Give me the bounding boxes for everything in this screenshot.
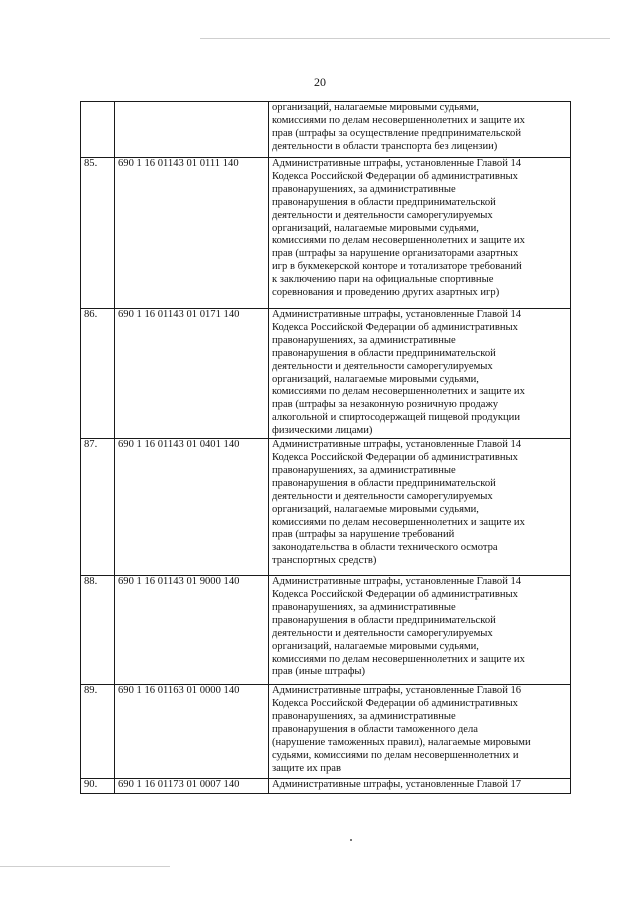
description-line: прав (иные штрафы) <box>272 666 366 678</box>
description-line: Административные штрафы, установленные Главой 14 <box>272 309 522 320</box>
description-line: правонарушениях, за административные <box>272 183 456 195</box>
description-line: соревнования и проведению других азартных игр) <box>272 287 500 299</box>
description-line: к заключению пари на официальные спортивные <box>272 274 494 286</box>
row-number: 88. <box>81 576 115 685</box>
description-cell <box>269 102 571 158</box>
description-line: Административные штрафы, установленные Главой 16 <box>272 685 522 697</box>
table-row <box>81 102 571 158</box>
description-line: комиссиями по делам несовершеннолетних и защите их <box>272 235 525 247</box>
description-line: правонарушения в области таможенного дела <box>272 723 478 735</box>
description-line: Кодекса Российской Федерации об административных <box>272 170 518 182</box>
description-line: Административные штрафы, установленные Главой 14 <box>272 576 522 588</box>
description-line: Административные штрафы, установленные Главой 14 <box>272 439 522 451</box>
description-line: комиссиями по делам несовершеннолетних и защите их <box>272 386 525 398</box>
description-line: законодательства в области технического осмотра <box>272 542 498 554</box>
row-number: 86. <box>81 309 115 439</box>
description-line: правонарушениях, за административные <box>272 710 456 722</box>
description-line: защите их прав <box>272 762 341 774</box>
description-cell <box>269 779 571 794</box>
budget-code: 690 1 16 01143 01 9000 140 <box>115 576 269 685</box>
description-line: правонарушения в области предпринимательской <box>272 196 496 208</box>
description-line: деятельности и деятельности саморегулируемых <box>272 490 493 502</box>
scan-artifact-line-bottom <box>0 866 170 867</box>
description-line: Кодекса Российской Федерации об административных <box>272 697 518 709</box>
description-line: Административные штрафы, установленные Главой 17 <box>272 779 522 791</box>
description-line: Кодекса Российской Федерации об административных <box>272 588 518 600</box>
description-line: игр в букмекерской конторе и тотализаторе требований <box>272 261 522 273</box>
budget-code: 690 1 16 01143 01 0401 140 <box>115 439 269 576</box>
description-line: организаций, налагаемые мировыми судьями, <box>272 640 479 652</box>
row-number: 90. <box>81 779 115 794</box>
description-line: правонарушения в области предпринимательской <box>272 614 496 626</box>
description-line: прав (штрафы за осуществление предпринимательской <box>272 127 522 139</box>
description-line: комиссиями по делам несовершеннолетних и защите их <box>272 114 525 126</box>
scan-speck <box>350 839 352 841</box>
description-line: организаций, налагаемые мировыми судьями, <box>272 102 479 113</box>
description-cell <box>269 576 571 685</box>
description-line: правонарушения в области предпринимательской <box>272 477 496 489</box>
description-line: (нарушение таможенных правил), налагаемые мировыми <box>272 736 531 748</box>
description-line: деятельности в области транспорта без лицензии) <box>272 140 498 152</box>
description-line: Кодекса Российской Федерации об административных <box>272 451 518 463</box>
description-line: правонарушения в области предпринимательской <box>272 347 496 359</box>
table-row <box>81 158 571 309</box>
description-line: правонарушениях, за административные <box>272 464 456 476</box>
description-line: деятельности и деятельности саморегулируемых <box>272 209 493 221</box>
description-line: судьями, комиссиями по делам несовершеннолетних и <box>272 749 519 761</box>
description-line: деятельности и деятельности саморегулируемых <box>272 360 493 372</box>
row-number: 89. <box>81 685 115 779</box>
table-body <box>81 102 571 794</box>
description-line: прав (штрафы за нарушение требований <box>272 529 455 541</box>
description-line: физическими лицами) <box>272 425 373 437</box>
budget-code <box>115 102 269 158</box>
budget-codes-table <box>80 101 571 794</box>
description-cell <box>269 439 571 576</box>
description-line: организаций, налагаемые мировыми судьями, <box>272 373 479 385</box>
table-row <box>81 439 571 576</box>
budget-code: 690 1 16 01163 01 0000 140 <box>115 685 269 779</box>
description-line: организаций, налагаемые мировыми судьями, <box>272 503 479 515</box>
table-row <box>81 685 571 779</box>
description-line: организаций, налагаемые мировыми судьями, <box>272 222 479 234</box>
scan-artifact-line <box>200 38 610 39</box>
description-line: прав (штрафы за нарушение организаторами азартных <box>272 248 519 260</box>
description-line: Административные штрафы, установленные Главой 14 <box>272 158 522 169</box>
row-number: 87. <box>81 439 115 576</box>
description-line: транспортных средств) <box>272 555 377 567</box>
table-row <box>81 309 571 439</box>
description-line: алкогольной и спиртосодержащей пищевой продукции <box>272 412 521 424</box>
description-cell <box>269 685 571 779</box>
description-line: Кодекса Российской Федерации об административных <box>272 321 518 333</box>
description-line: правонарушениях, за административные <box>272 601 456 613</box>
row-number: 85. <box>81 158 115 309</box>
table-row <box>81 779 571 794</box>
description-line: комиссиями по делам несовершеннолетних и защите их <box>272 516 525 528</box>
budget-code: 690 1 16 01173 01 0007 140 <box>115 779 269 794</box>
description-cell <box>269 309 571 439</box>
budget-code: 690 1 16 01143 01 0171 140 <box>115 309 269 439</box>
description-line: комиссиями по делам несовершеннолетних и защите их <box>272 653 525 665</box>
description-cell <box>269 158 571 309</box>
budget-code: 690 1 16 01143 01 0111 140 <box>115 158 269 309</box>
page-number: 20 <box>314 75 326 89</box>
table-row <box>81 576 571 685</box>
description-line: деятельности и деятельности саморегулируемых <box>272 627 493 639</box>
row-number <box>81 102 115 158</box>
description-line: прав (штрафы за незаконную розничную продажу <box>272 399 499 411</box>
description-line: правонарушениях, за административные <box>272 334 456 346</box>
